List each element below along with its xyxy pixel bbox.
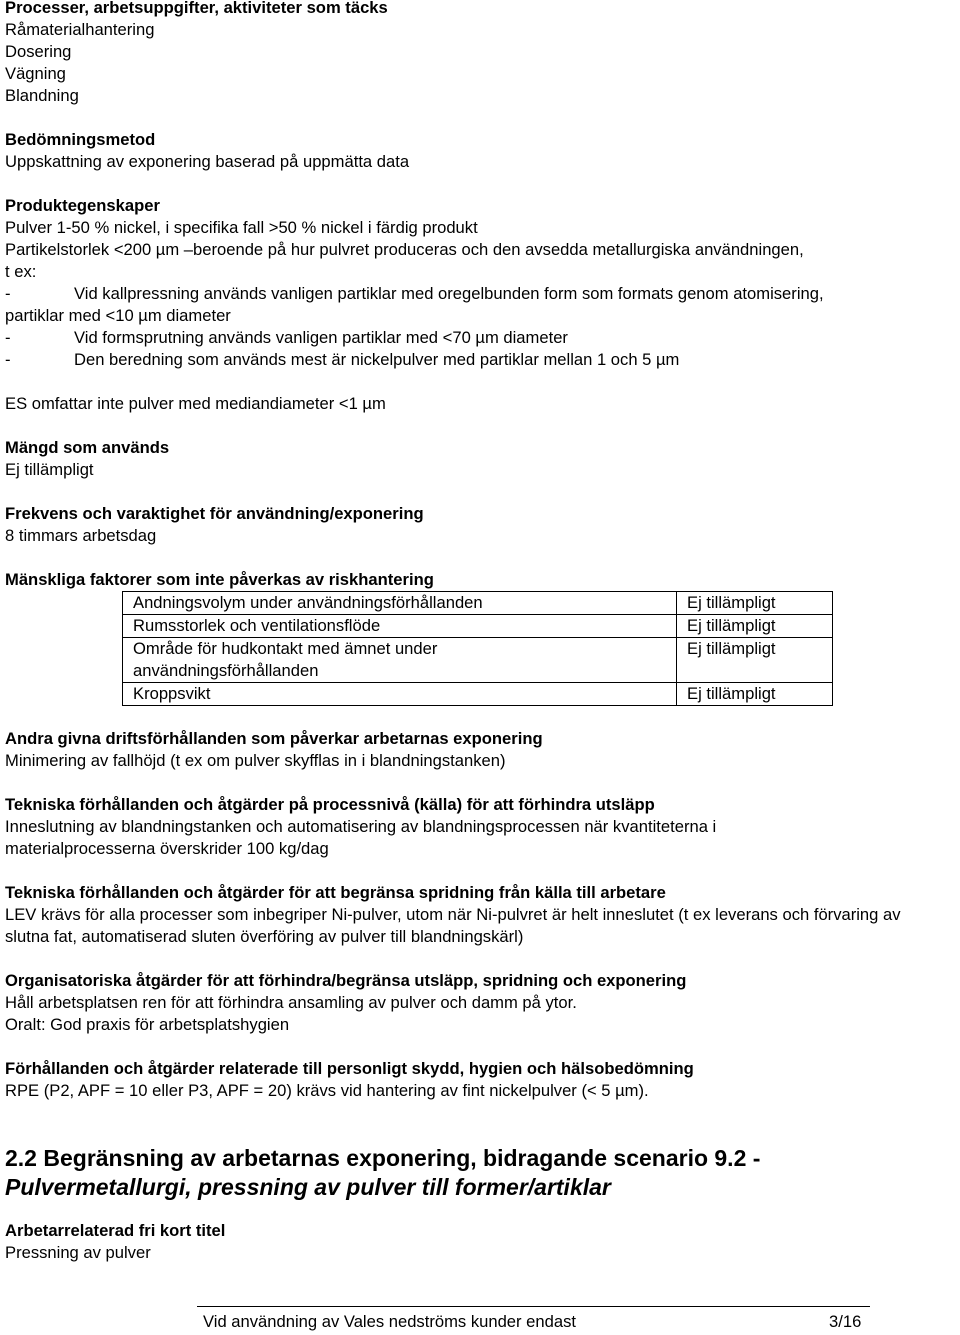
page-number: 3/16 xyxy=(829,1312,862,1331)
dash-mark: - xyxy=(5,350,11,369)
other-conditions-text: Minimering av fallhöjd (t ex om pulver skyfflas in i blandningstanken) xyxy=(5,751,506,770)
process-item: Vägning xyxy=(5,64,66,83)
process-item: Dosering xyxy=(5,42,72,61)
table-row xyxy=(123,615,833,638)
human-factors-heading: Mänskliga faktorer som inte påverkas av riskhantering xyxy=(5,570,434,589)
product-line: Pulver 1-50 % nickel, i specifika fall >50 % nickel i färdig produkt xyxy=(5,218,478,237)
table-row xyxy=(123,683,833,706)
dash-continuation: partiklar med <10 µm diameter xyxy=(5,306,231,325)
frequency-text: 8 timmars arbetsdag xyxy=(5,526,157,545)
dash-text: Den beredning som används mest är nickelpulver med partiklar mellan 1 och 5 µm xyxy=(74,350,680,369)
factor-label: Område för hudkontakt med ämnet under användningsförhållanden xyxy=(123,638,677,683)
short-title-heading: Arbetarrelaterad fri kort titel xyxy=(5,1221,226,1240)
frequency-heading: Frekvens och varaktighet för användning/exponering xyxy=(5,504,424,523)
personal-text: RPE (P2, APF = 10 eller P3, APF = 20) krävs vid hantering av fint nickelpulver (< 5 µm). xyxy=(5,1081,649,1100)
assessment-heading: Bedömningsmetod xyxy=(5,130,156,149)
dash-item xyxy=(5,327,950,349)
document-page xyxy=(5,0,950,1264)
technical-spread-text: LEV krävs för alla processer som inbegriper Ni-pulver, utom när Ni-pulvret är helt inneslutet (t ex leverans och förvaring av slutna fat, automatiserad sluten överföring av pulver till blandningskärl) xyxy=(5,905,901,946)
process-item: Blandning xyxy=(5,86,79,105)
dash-mark: - xyxy=(5,328,11,347)
technical-source-text: Inneslutning av blandningstanken och automatisering av blandningsprocessen när kvantiteterna i materialprocesserna överskrider 100 kg/dag xyxy=(5,817,717,858)
product-line: t ex: xyxy=(5,262,37,281)
product-line: Partikelstorlek <200 µm –beroende på hur pulvret produceras och den avsedda metallurgiska användningen, xyxy=(5,240,804,259)
footer-divider xyxy=(197,1306,870,1307)
factor-value: Ej tillämpligt xyxy=(677,615,833,638)
processes-heading: Processer, arbetsuppgifter, aktiviteter som täcks xyxy=(5,0,388,17)
factor-label: Rumsstorlek och ventilationsflöde xyxy=(123,615,677,638)
human-factors-table xyxy=(122,591,833,706)
amount-text: Ej tillämpligt xyxy=(5,460,94,479)
other-conditions-heading: Andra givna driftsförhållanden som påverkar arbetarnas exponering xyxy=(5,729,543,748)
section-subtitle: Pulvermetallurgi, pressning av pulver till former/artiklar xyxy=(5,1174,611,1200)
factor-value: Ej tillämpligt xyxy=(677,638,833,683)
organisational-line: Håll arbetsplatsen ren för att förhindra ansamling av pulver och damm på ytor. xyxy=(5,993,577,1012)
section-title: 2.2 Begränsning av arbetarnas exponering, bidragande scenario 9.2 - xyxy=(5,1145,761,1171)
factor-label: Andningsvolym under användningsförhållanden xyxy=(123,592,677,615)
dash-item xyxy=(5,283,950,305)
dash-text: Vid formsprutning används vanligen partiklar med <70 µm diameter xyxy=(74,328,568,347)
dash-text: Vid kallpressning används vanligen partiklar med oregelbunden form som formats genom atomisering, xyxy=(74,284,824,303)
factor-value: Ej tillämpligt xyxy=(677,592,833,615)
footer-text: Vid användning av Vales nedströms kunder endast xyxy=(203,1312,576,1331)
process-item: Råmaterialhantering xyxy=(5,20,155,39)
assessment-text: Uppskattning av exponering baserad på uppmätta data xyxy=(5,152,410,171)
factor-label: Kroppsvikt xyxy=(123,683,677,706)
personal-heading: Förhållanden och åtgärder relaterade till personligt skydd, hygien och hälsobedömning xyxy=(5,1059,694,1078)
table-row xyxy=(123,638,833,683)
product-heading: Produktegenskaper xyxy=(5,196,160,215)
factor-value: Ej tillämpligt xyxy=(677,683,833,706)
amount-heading: Mängd som används xyxy=(5,438,170,457)
technical-spread-heading: Tekniska förhållanden och åtgärder för att begränsa spridning från källa till arbetare xyxy=(5,883,666,902)
organisational-heading: Organisatoriska åtgärder för att förhindra/begränsa utsläpp, spridning och exponering xyxy=(5,971,687,990)
es-note: ES omfattar inte pulver med mediandiameter <1 µm xyxy=(5,394,386,413)
table-row xyxy=(123,592,833,615)
organisational-line: Oralt: God praxis för arbetsplatshygien xyxy=(5,1015,290,1034)
dash-item xyxy=(5,349,950,371)
short-title-text: Pressning av pulver xyxy=(5,1243,151,1262)
dash-mark: - xyxy=(5,284,11,303)
technical-source-heading: Tekniska förhållanden och åtgärder på processnivå (källa) för att förhindra utsläpp xyxy=(5,795,655,814)
